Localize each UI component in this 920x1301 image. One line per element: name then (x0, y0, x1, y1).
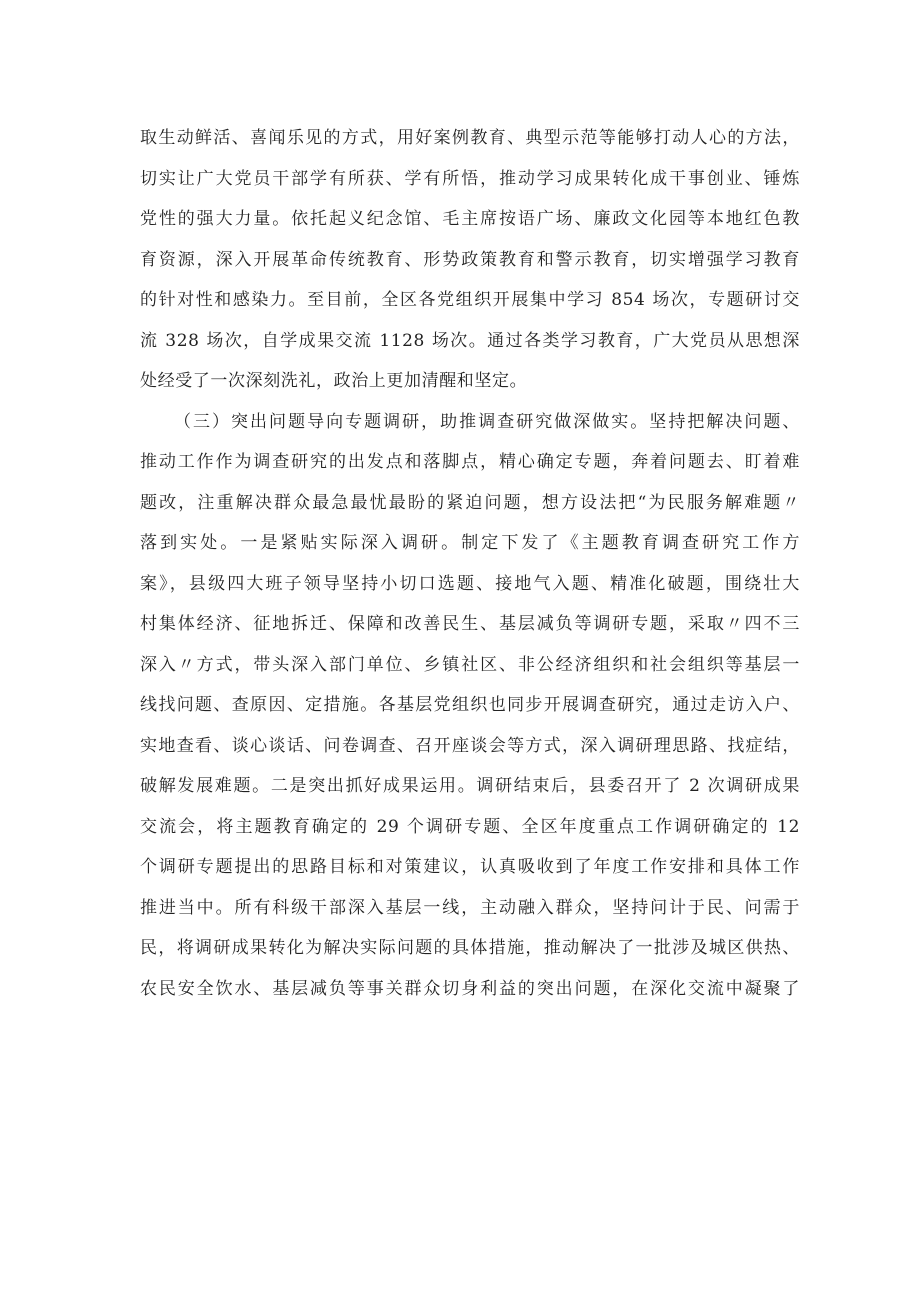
paragraph-line: 推动工作作为调查研究的出发点和落脚点，精心确定专题，奔着问题去、盯着难 (140, 452, 800, 472)
paragraph-line: 推进当中。所有科级干部深入基层一线，主动融入群众，坚持问计于民、问需于 (140, 897, 800, 918)
paragraph-line: 取生动鲜活、喜闻乐见的方式，用好案例教育、典型示范等能够打动人心的方法， (140, 128, 800, 148)
paragraph-line: 切实让广大党员干部学有所获、学有所悟，推动学习成果转化成干事创业、锤炼 (140, 168, 800, 189)
paragraph-line: 个调研专题提出的思路目标和对策建议，认真吸收到了年度工作安排和具体工作 (140, 857, 800, 877)
paragraph-line: 深入〃方式，带头深入部门单位、乡镇社区、非公经济组织和社会组织等基层一 (140, 654, 800, 675)
paragraph-line: 案》，县级四大班子领导坚持小切口选题、接地气入题、精准化破题，围绕壮大 (140, 573, 800, 594)
paragraph-line: 村集体经济、征地拆迁、保障和改善民生、基层减负等调研专题，采取〃四不三 (140, 614, 800, 634)
paragraph-line: 题改，注重解决群众最急最忧最盼的紧迫问题，想方设法把“为民服务解难题〃 (140, 492, 800, 513)
paragraph-line: 农民安全饮水、基层减负等事关群众切身利益的突出问题，在深化交流中凝聚了 (140, 978, 800, 999)
document-body (140, 118, 800, 1009)
paragraph-line: 实地查看、谈心谈话、问卷调查、召开座谈会等方式，深入调研理思路、找症结， (140, 735, 800, 756)
paragraph-line: 线找问题、查原因、定措施。各基层党组织也同步开展调查研究，通过走访入户、 (140, 695, 800, 715)
paragraph-line: 处经受了一次深刻洗礼，政治上更加清醒和坚定。 (140, 371, 528, 391)
paragraph-line: 育资源，深入开展革命传统教育、形势政策教育和警示教育，切实增强学习教育 (140, 249, 800, 270)
paragraph-line: 破解发展难题。二是突出抓好成果运用。调研结束后，县委召开了 2 次调研成果 (140, 776, 800, 796)
paragraph-line: 流 328 场次，自学成果交流 1128 场次。通过各类学习教育，广大党员从思想深 (140, 330, 800, 351)
section-heading-line: （三）突出问题导向专题调研，助推调查研究做深做实。坚持把解决问题、 (174, 411, 800, 432)
paragraph-line: 党性的强大力量。依托起义纪念馆、毛主席按语广场、廉政文化园等本地红色教 (140, 209, 800, 229)
paragraph-line: 交流会，将主题教育确定的 29 个调研专题、全区年度重点工作调研确定的 12 (140, 816, 800, 837)
paragraph-line: 的针对性和感染力。至目前，全区各党组织开展集中学习 854 场次，专题研讨交 (140, 290, 800, 310)
paragraph-line: 民，将调研成果转化为解决实际问题的具体措施，推动解决了一批涉及城区供热、 (140, 938, 800, 958)
paragraph-line: 落到实处。一是紧贴实际深入调研。制定下发了《主题教育调查研究工作方 (140, 533, 800, 553)
